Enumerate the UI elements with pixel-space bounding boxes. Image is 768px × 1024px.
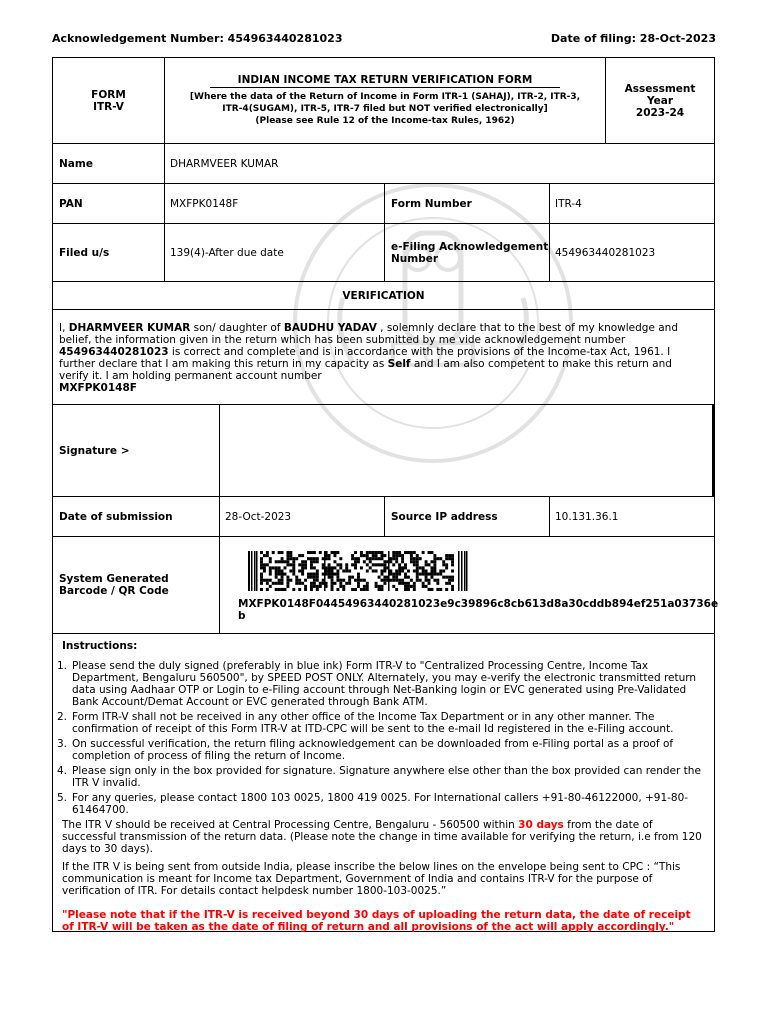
note-1-highlight: 30 days bbox=[518, 819, 564, 831]
capacity: Self bbox=[387, 358, 411, 370]
pan-label: PAN bbox=[59, 197, 83, 210]
instruction-text: For any queries, please contact 1800 103 0025, 1800 419 0025. For International callers +91-80-46122000, +91-80-61464700. bbox=[72, 792, 689, 816]
source-ip-value: 10.131.36.1 bbox=[549, 497, 714, 536]
instructions-title: Instructions: bbox=[62, 640, 138, 652]
filed-value: 139(4)-After due date bbox=[164, 224, 384, 281]
barcode-text-line-2: b bbox=[238, 610, 246, 622]
verification-ack-number: 454963440281023 bbox=[59, 346, 169, 358]
verification-text-2: son/ daughter of bbox=[190, 322, 284, 334]
submission-row bbox=[53, 497, 714, 537]
instructions-section bbox=[53, 634, 714, 931]
signature-box[interactable] bbox=[219, 405, 714, 496]
ay-label: Assessment bbox=[624, 82, 696, 95]
instruction-item bbox=[57, 660, 702, 708]
form-subtitle-2: ITR-4(SUGAM), ITR-5, ITR-7 filed but NOT verified electronically] bbox=[222, 104, 548, 114]
note-1-text-c: from the date of successful transmission of the return data. (Please note the change in time available for verifying the return, i.e from 120 days to 30 days). bbox=[62, 819, 702, 855]
form-number-label: Form Number bbox=[384, 184, 549, 223]
verification-text-3: , solemnly declare that to the best of my knowledge and belief, the information given in the return which has been submitted by me vide acknowledgement number bbox=[59, 322, 679, 346]
verification-pan: MXFPK0148F bbox=[59, 382, 137, 394]
assessment-year-cell bbox=[605, 58, 714, 143]
form-label: FORM bbox=[91, 88, 126, 101]
instructions-note-3: "Please note that if the ITR-V is received beyond 30 days of uploading the return data, the date of receipt of ITR-V will be taken as the date of filing of return and all provisions of the act will apply accordingly." bbox=[62, 909, 691, 933]
form-title: INDIAN INCOME TAX RETURN VERIFICATION FORM bbox=[210, 74, 561, 88]
signature-box-border bbox=[712, 405, 714, 496]
top-line bbox=[52, 32, 716, 48]
ay-value: 2023-24 bbox=[635, 106, 685, 119]
pan-value: MXFPK0148F bbox=[164, 184, 384, 223]
instruction-item bbox=[57, 738, 702, 762]
verification-heading-row bbox=[53, 282, 714, 310]
signature-label: Signature > bbox=[59, 444, 130, 457]
verification-heading: VERIFICATION bbox=[342, 289, 425, 302]
source-ip-label: Source IP address bbox=[384, 497, 549, 536]
barcode-icon bbox=[248, 551, 468, 591]
title-cell bbox=[164, 58, 605, 143]
instruction-number: 5. bbox=[57, 792, 68, 804]
verification-row bbox=[53, 310, 714, 405]
barcode-text bbox=[238, 598, 718, 622]
efiling-ack-value: 454963440281023 bbox=[549, 224, 714, 281]
instruction-text: On successful verification, the return filing acknowledgement can be downloaded from e-Filing portal as a proof of completion of process of filing the return of Income. bbox=[72, 738, 674, 762]
note-1-text-a: The ITR V should be received at Central Processing Centre, Bengaluru - 560500 within bbox=[62, 819, 519, 831]
barcode-label: System Generated Barcode / QR Code bbox=[59, 573, 169, 597]
name-row bbox=[53, 144, 714, 184]
filed-row bbox=[53, 224, 714, 282]
header-row bbox=[53, 58, 714, 144]
name-label: Name bbox=[59, 157, 93, 170]
submission-date-value: 28-Oct-2023 bbox=[219, 497, 384, 536]
instruction-item bbox=[57, 765, 702, 789]
form-subtitle-1: [Where the data of the Return of Income in Form ITR-1 (SAHAJ), ITR-2, ITR-3, bbox=[189, 92, 581, 102]
acknowledgement-number: Acknowledgement Number: 454963440281023 bbox=[52, 32, 343, 45]
efiling-ack-label: e-Filing Acknowledgement Number bbox=[384, 224, 549, 281]
instruction-number: 1. bbox=[57, 660, 68, 672]
instructions-note-1 bbox=[62, 819, 702, 855]
signature-row bbox=[53, 405, 714, 497]
filed-label: Filed u/s bbox=[59, 246, 110, 259]
form-cell bbox=[53, 58, 164, 143]
instruction-number: 2. bbox=[57, 711, 68, 723]
instruction-number: 4. bbox=[57, 765, 68, 777]
verification-text-1: I, bbox=[59, 322, 69, 334]
ay-year-label: Year bbox=[646, 94, 674, 107]
date-of-filing: Date of filing: 28-Oct-2023 bbox=[550, 32, 716, 45]
pan-row bbox=[53, 184, 714, 224]
form-itrv-label: ITR-V bbox=[93, 100, 124, 113]
verification-text-4: is correct and complete and is in accordance with the provisions of the Income-tax Act, 1961. I further declare that I am making this return in my capacity as bbox=[59, 346, 671, 370]
form-subtitle-3: (Please see Rule 12 of the Income-tax Rules, 1962) bbox=[255, 116, 515, 126]
verification-text bbox=[59, 322, 704, 394]
father-name: BAUDHU YADAV bbox=[283, 322, 377, 334]
instruction-text: Please send the duly signed (preferably in blue ink) Form ITR-V to "Centralized Processing Centre, Income Tax Department, Bengaluru 560500", by SPEED POST ONLY. Alternately, you may e-verify the electronic transmitted return data using Aadhaar OTP or Login to e-Filing account through Net-Banking login or EVC generated using Pre-Validated Bank Account/Demat Account or EVC generated through Bank ATM. bbox=[72, 660, 697, 708]
instruction-number: 3. bbox=[57, 738, 68, 750]
declarant-name: DHARMVEER KUMAR bbox=[68, 322, 191, 334]
instructions-list bbox=[53, 660, 714, 816]
instruction-text: Form ITR-V shall not be received in any other office of the Income Tax Department or in any other manner. The confirmation of receipt of this Form ITR-V at ITD-CPC will be sent to the e-mail Id registered in the e-Filing account. bbox=[72, 711, 674, 735]
name-value: DHARMVEER KUMAR bbox=[164, 144, 714, 183]
barcode-text-line-1: MXFPK0148F04454963440281023e9c39896c8cb613d8a30cddb894ef251a03736e bbox=[238, 598, 719, 610]
instruction-item bbox=[57, 792, 702, 816]
form-number-value: ITR-4 bbox=[549, 184, 714, 223]
instructions-note-2: If the ITR V is being sent from outside India, please inscribe the below lines on the envelope being sent to CPC : “This communication is meant for Income tax Department, Government of India and contains ITR-V for the purpose of verification of ITR. For details contact helpdesk number 1800-103-0025.” bbox=[62, 861, 681, 897]
barcode-row bbox=[53, 537, 719, 634]
submission-date-label: Date of submission bbox=[59, 510, 173, 523]
instruction-item bbox=[57, 711, 702, 735]
instruction-text: Please sign only in the box provided for signature. Signature anywhere else other than the box provided can render the ITR V invalid. bbox=[72, 765, 701, 789]
barcode-cell bbox=[219, 537, 719, 633]
verification-text-5: and I am also competent to make this return and verify it. I am holding permanent account number bbox=[59, 358, 672, 382]
itr-v-form bbox=[52, 57, 719, 933]
